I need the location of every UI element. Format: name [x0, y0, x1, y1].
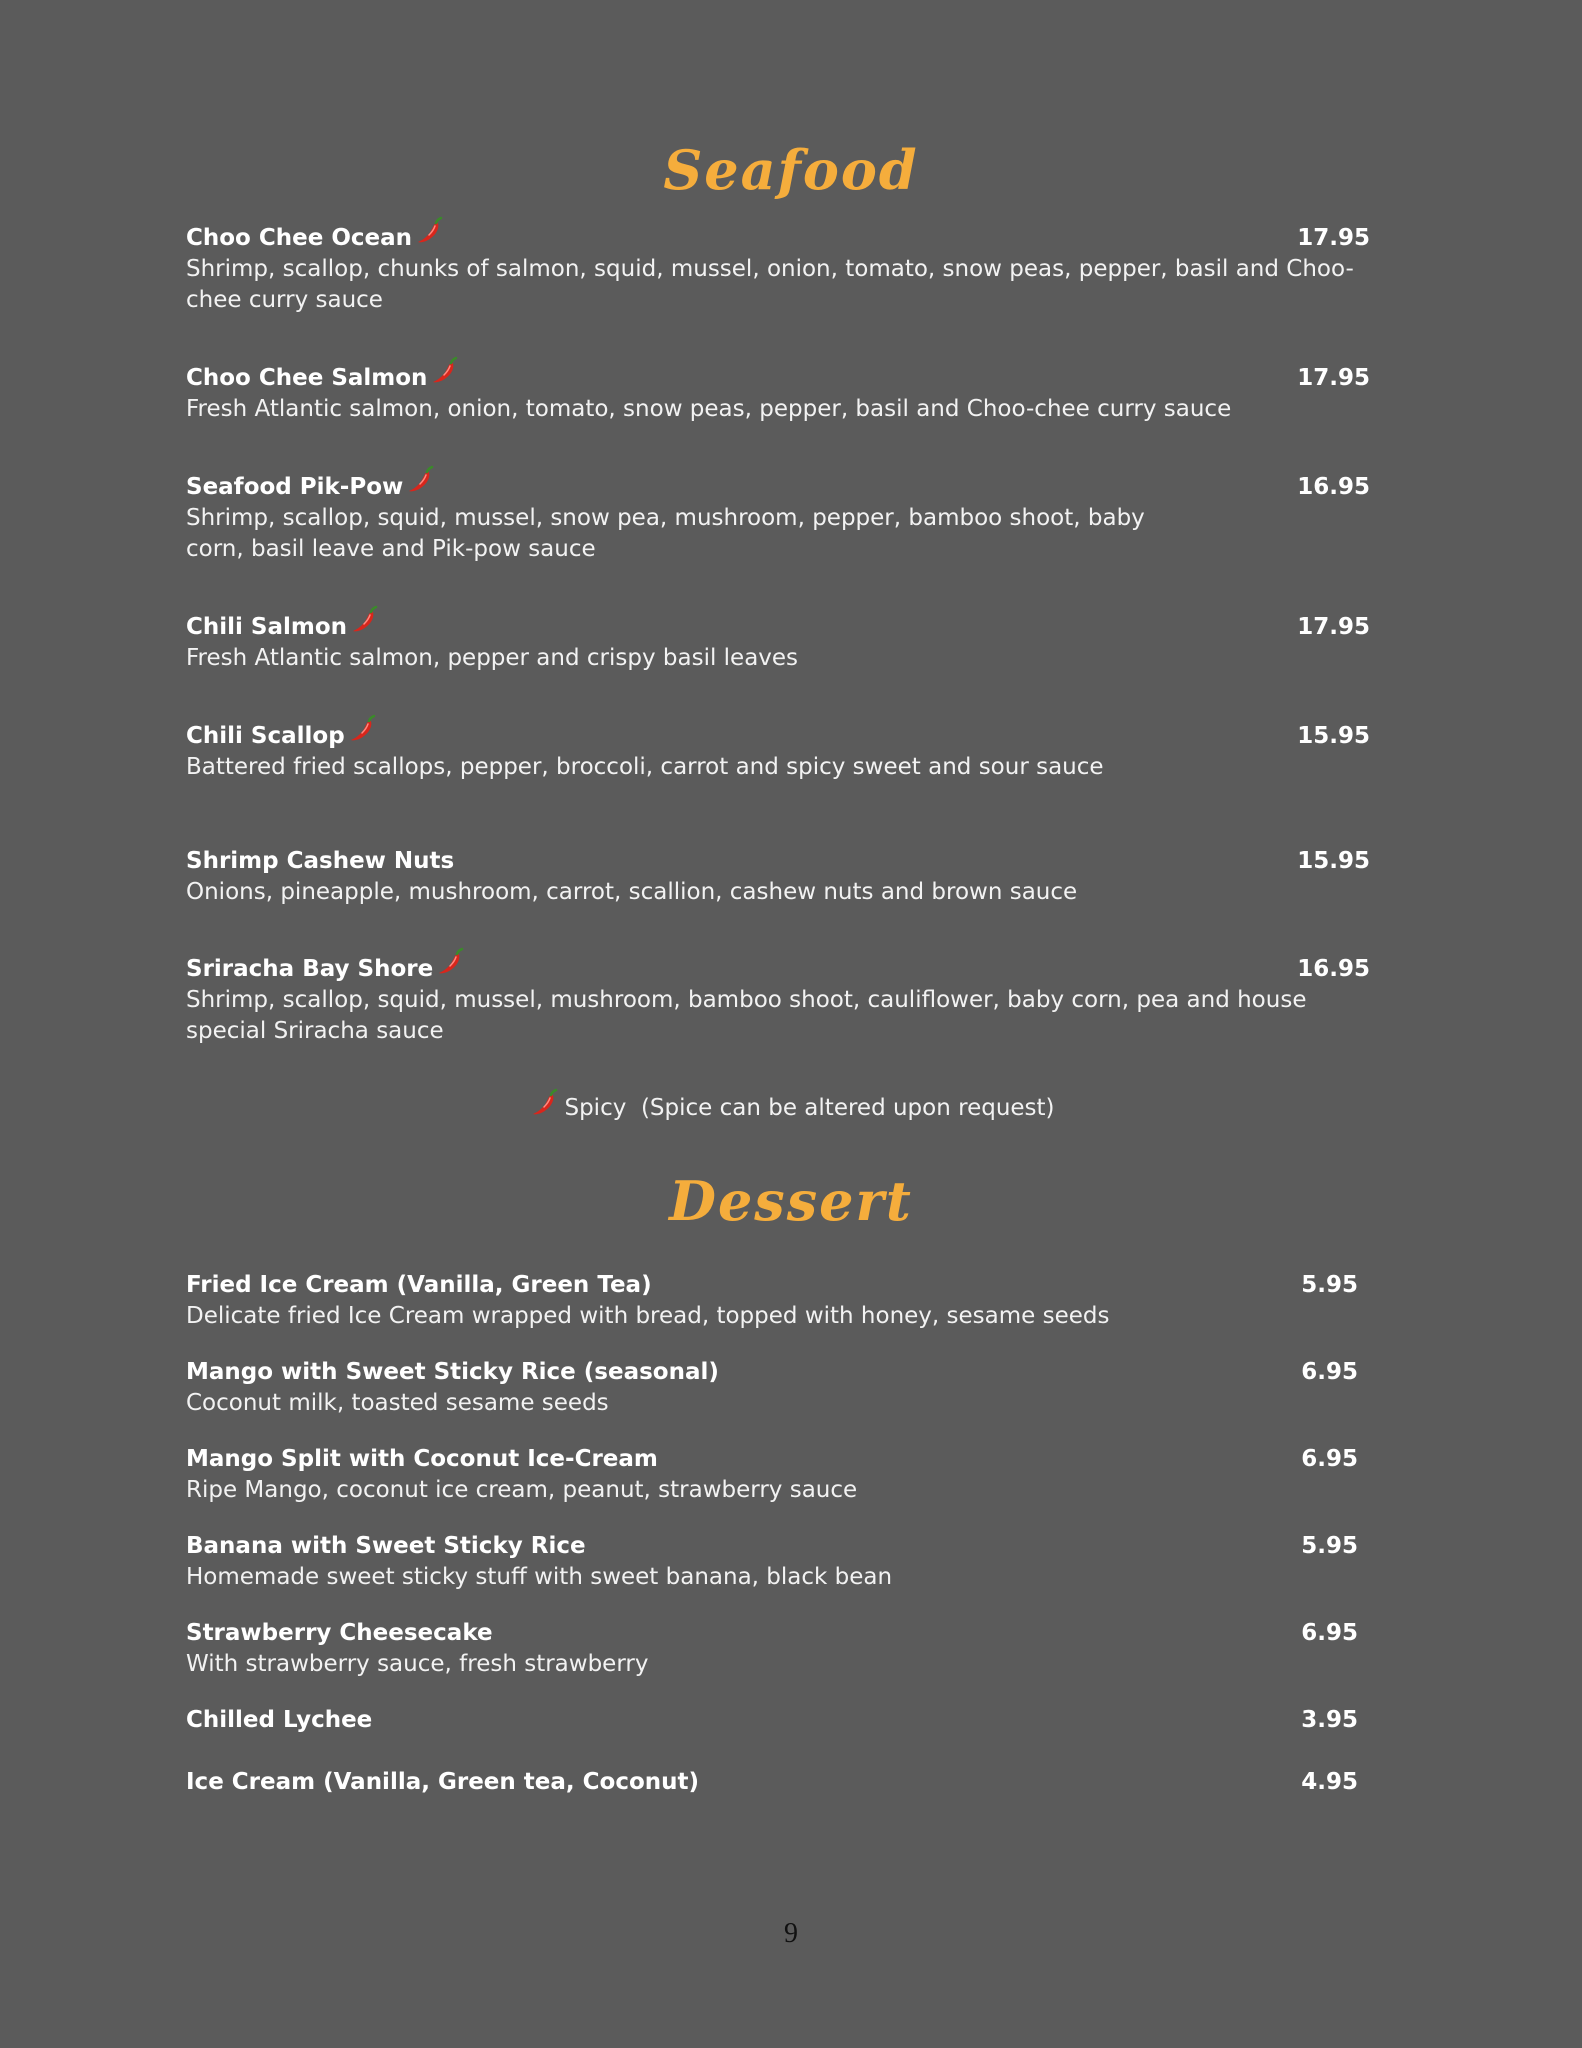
item-name: Fried Ice Cream (Vanilla, Green Tea) — [186, 1272, 652, 1298]
menu-item-banana-sticky-rice — [186, 1530, 1370, 1593]
item-price: 6.95 — [1301, 1446, 1358, 1472]
menu-item-mango-split — [186, 1443, 1370, 1506]
item-price: 16.95 — [1297, 474, 1370, 500]
item-price: 15.95 — [1297, 848, 1370, 874]
item-name: Shrimp Cashew Nuts — [186, 848, 455, 874]
item-description: Fresh Atlantic salmon, onion, tomato, snow peas, pepper, basil and Choo-chee curry sauce — [186, 396, 1232, 422]
item-description: Fresh Atlantic salmon, pepper and crispy basil leaves — [186, 645, 799, 671]
spicy-legend-text: Spicy (Spice can be altered upon request) — [564, 1095, 1055, 1121]
item-name: Mango Split with Coconut Ice-Cream — [186, 1446, 658, 1472]
chili-pepper-icon — [350, 605, 380, 639]
item-price: 15.95 — [1297, 723, 1370, 749]
item-price: 17.95 — [1297, 225, 1370, 251]
item-name: Banana with Sweet Sticky Rice — [186, 1533, 586, 1559]
item-description: Battered fried scallops, pepper, broccoli, carrot and spicy sweet and sour sauce — [186, 754, 1104, 780]
item-description: Coconut milk, toasted sesame seeds — [186, 1390, 609, 1416]
chili-pepper-icon — [415, 216, 445, 250]
dessert-heading: Dessert — [669, 1169, 913, 1233]
item-name: Strawberry Cheesecake — [186, 1620, 493, 1646]
item-name: Chilled Lychee — [186, 1707, 373, 1733]
item-description: Delicate fried Ice Cream wrapped with bread, topped with honey, sesame seeds — [186, 1303, 1110, 1329]
item-name: Chili Scallop — [186, 723, 345, 749]
menu-item-choo-chee-salmon — [186, 362, 1370, 425]
item-description: Shrimp, scallop, chunks of salmon, squid, mussel, onion, tomato, snow peas, pepper, basil and Choo-chee curry sauce — [186, 256, 1354, 313]
item-price: 4.95 — [1301, 1769, 1358, 1795]
chili-pepper-icon — [530, 1088, 560, 1127]
item-description: Onions, pineapple, mushroom, carrot, scallion, cashew nuts and brown sauce — [186, 879, 1078, 905]
item-price: 6.95 — [1301, 1359, 1358, 1385]
menu-item-shrimp-cashew-nuts — [186, 845, 1370, 908]
item-name: Mango with Sweet Sticky Rice (seasonal) — [186, 1359, 719, 1385]
item-name: Ice Cream (Vanilla, Green tea, Coconut) — [186, 1769, 700, 1795]
item-description: Ripe Mango, coconut ice cream, peanut, strawberry sauce — [186, 1477, 858, 1503]
chili-pepper-icon — [430, 356, 460, 390]
item-price: 3.95 — [1301, 1707, 1358, 1733]
item-price: 17.95 — [1297, 614, 1370, 640]
menu-item-fried-ice-cream — [186, 1269, 1370, 1332]
menu-item-strawberry-cheesecake — [186, 1617, 1370, 1680]
item-description: Shrimp, scallop, squid, mussel, mushroom, bamboo shoot, cauliflower, baby corn, pea and house special Sriracha sauce — [186, 987, 1307, 1044]
item-price: 5.95 — [1301, 1533, 1358, 1559]
item-name: Choo Chee Salmon — [186, 365, 428, 391]
menu-item-chilled-lychee — [186, 1704, 1370, 1736]
item-price: 16.95 — [1297, 956, 1370, 982]
item-description: With strawberry sauce, fresh strawberry — [186, 1651, 649, 1677]
item-description: Shrimp, scallop, squid, mussel, snow pea, mushroom, pepper, bamboo shoot, baby corn, basil leave and Pik-pow sauce — [186, 505, 1145, 562]
chili-pepper-icon — [348, 714, 378, 748]
menu-item-chili-salmon — [186, 611, 1370, 674]
item-name: Chili Salmon — [186, 614, 348, 640]
menu-item-choo-chee-ocean — [186, 222, 1370, 316]
menu-item-seafood-pik-pow — [186, 471, 1370, 565]
menu-item-ice-cream — [186, 1766, 1370, 1798]
menu-item-chili-scallop — [186, 720, 1370, 783]
chili-pepper-icon — [406, 465, 436, 499]
chili-pepper-icon — [436, 947, 466, 981]
item-name: Sriracha Bay Shore — [186, 956, 434, 982]
item-price: 5.95 — [1301, 1272, 1358, 1298]
spicy-legend — [0, 1092, 1582, 1127]
item-description: Homemade sweet sticky stuff with sweet banana, black bean — [186, 1564, 893, 1590]
item-price: 17.95 — [1297, 365, 1370, 391]
menu-item-mango-sticky-rice — [186, 1356, 1370, 1419]
item-name: Choo Chee Ocean — [186, 225, 413, 251]
menu-item-sriracha-bay-shore — [186, 953, 1370, 1047]
item-price: 6.95 — [1301, 1620, 1358, 1646]
item-name: Seafood Pik-Pow — [186, 474, 404, 500]
seafood-heading: Seafood — [663, 138, 919, 202]
page-number: 9 — [784, 1918, 798, 1949]
